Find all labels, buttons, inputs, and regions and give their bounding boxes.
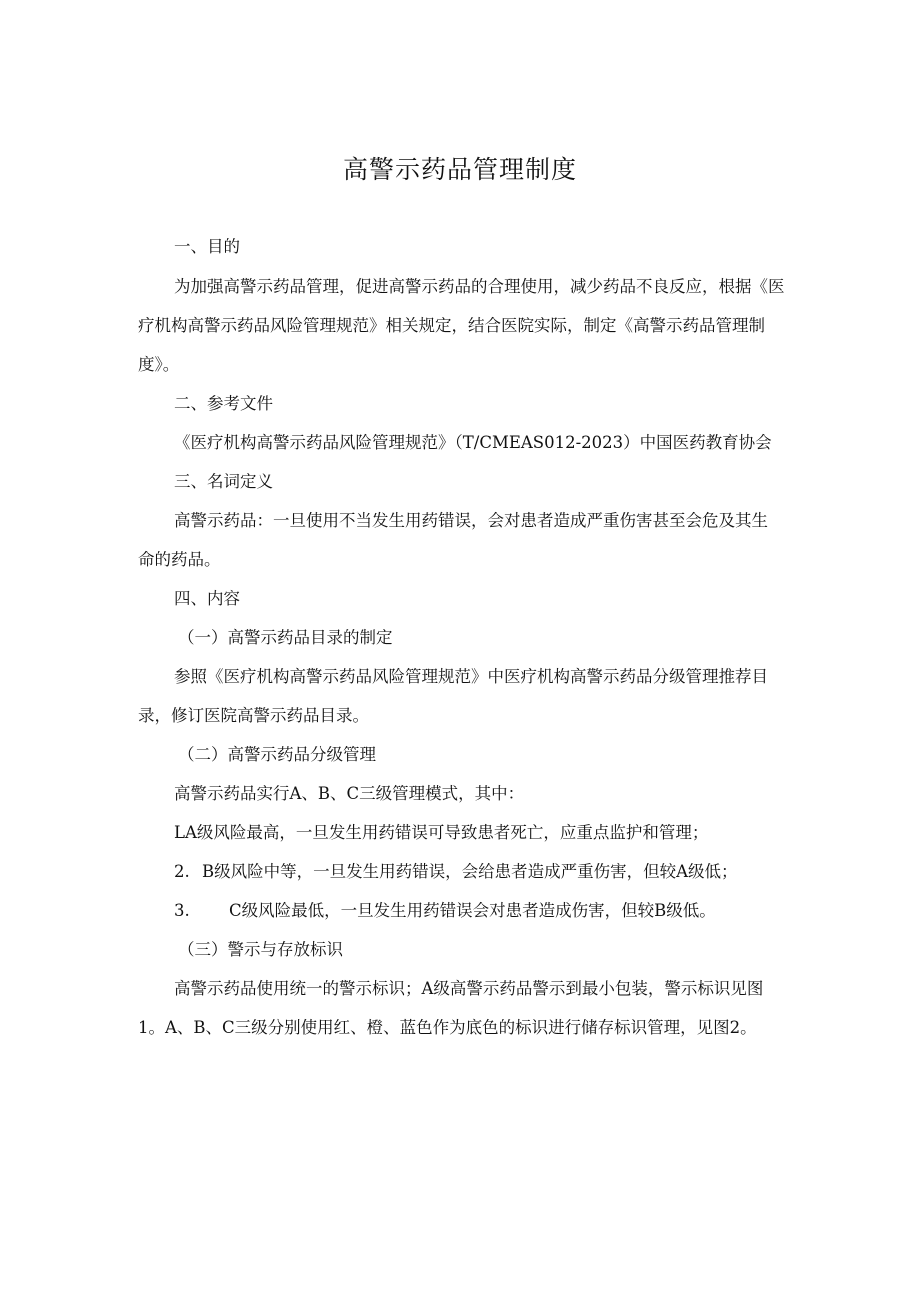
subsection-heading-grading: （二）高警示药品分级管理 — [178, 745, 376, 764]
section-heading-purpose: 一、目的 — [174, 237, 240, 256]
section-heading-definitions: 三、名词定义 — [174, 472, 273, 491]
grading-item-a: LA级风险最高，一旦发生用药错误可导致患者死亡，应重点监护和管理； — [174, 823, 709, 842]
catalog-paragraph-line-2: 录，修订医院高警示药品目录。 — [138, 706, 369, 725]
grading-intro: 高警示药品实行A、B、C三级管理模式，其中： — [174, 784, 525, 803]
purpose-paragraph-line-3: 度》。 — [138, 355, 180, 374]
grading-item-c-number: 3. — [174, 901, 190, 920]
catalog-paragraph-line-1: 参照《医疗机构高警示药品风险管理规范》中医疗机构高警示药品分级管理推荐目 — [174, 667, 768, 686]
labels-paragraph-line-2: 1。A、B、C三级分别使用红、橙、蓝色作为底色的标识进行储存标识管理，见图2。 — [138, 1018, 757, 1037]
grading-item-b-text: B级风险中等，一旦发生用药错误，会给患者造成严重伤害，但较A级低； — [202, 862, 738, 881]
reference-citation: 《医疗机构高警示药品风险管理规范》（T/CMEAS012-2023）中国医药教育协会 — [174, 433, 772, 452]
grading-item-b-number: 2. — [174, 862, 190, 881]
section-heading-content: 四、内容 — [174, 589, 240, 608]
grading-item-c-text: C级风险最低，一旦发生用药错误会对患者造成伤害，但较B级低。 — [229, 901, 716, 920]
subsection-heading-catalog: （一）高警示药品目录的制定 — [178, 628, 393, 647]
definition-paragraph-line-2: 命的药品。 — [138, 550, 221, 569]
document-title: 高警示药品管理制度 — [342, 155, 577, 184]
purpose-paragraph-line-1: 为加强高警示药品管理，促进高警示药品的合理使用，减少药品不良反应，根据《医 — [174, 277, 785, 296]
purpose-paragraph-line-2: 疗机构高警示药品风险管理规范》相关规定，结合医院实际，制定《高警示药品管理制 — [138, 316, 765, 335]
section-heading-references: 二、参考文件 — [174, 394, 273, 413]
subsection-heading-labels: （三）警示与存放标识 — [178, 940, 343, 959]
definition-paragraph-line-1: 高警示药品：一旦使用不当发生用药错误，会对患者造成严重伤害甚至会危及其生 — [174, 511, 768, 530]
labels-paragraph-line-1: 高警示药品使用统一的警示标识；A级高警示药品警示到最小包装，警示标识见图 — [174, 979, 764, 998]
